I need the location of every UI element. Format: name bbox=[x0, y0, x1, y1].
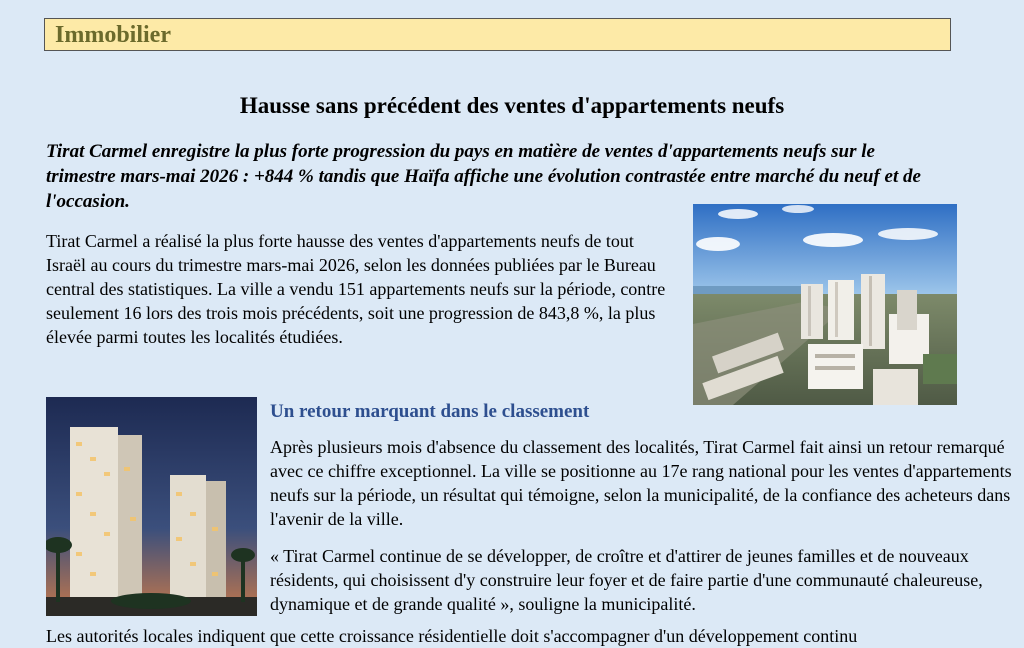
residential-towers-photo bbox=[46, 397, 257, 616]
article-paragraph-1: Tirat Carmel a réalisé la plus forte hausse des ventes d'appartements neufs de tout Israël au cours du trimestre mars-mai 2026, selon les données publiées par le Bureau central des statistiques. La ville a vendu 151 appartements neufs sur la période, contre seulement 16 lors des trois mois précédents, soit une progression de 843,8 %, la plus élevée parmi toutes les localités étudiées. bbox=[46, 231, 666, 347]
city-aerial-photo bbox=[693, 204, 957, 405]
article-lede: Tirat Carmel enregistre la plus forte progression du pays en matière de ventes d'appartements neufs sur le trimestre mars-mai 2026 : +844 % tandis que Haïfa affiche une évolution contrastée entre marché du neuf et de l'occasion. bbox=[46, 141, 921, 212]
article-headline: Hausse sans précédent des ventes d'appartements neufs bbox=[239, 93, 785, 118]
section-title: Immobilier bbox=[55, 22, 171, 48]
article-paragraph-4: Les autorités locales indiquent que cette croissance résidentielle doit s'accompagner d'un développement continu bbox=[46, 626, 858, 646]
article-paragraph-2: Après plusieurs mois d'absence du classement des localités, Tirat Carmel fait ainsi un retour remarqué avec ce chiffre exceptionnel. La ville se positionne au 17e rang national pour les ventes d'appartements neufs sur la période, un résultat qui témoigne, selon la municipalité, de la confiance des acheteurs dans l'avenir de la ville. bbox=[270, 437, 1012, 529]
section-header-bar bbox=[44, 18, 951, 51]
article-paragraph-3: « Tirat Carmel continue de se développer, de croître et d'attirer de jeunes familles et de nouveaux résidents, qui choisissent d'y construire leur foyer et de faire partie d'une communauté chaleureuse, dynamique et de grande qualité », souligne la municipalité. bbox=[270, 546, 983, 614]
article-subheading: Un retour marquant dans le classement bbox=[270, 401, 590, 422]
